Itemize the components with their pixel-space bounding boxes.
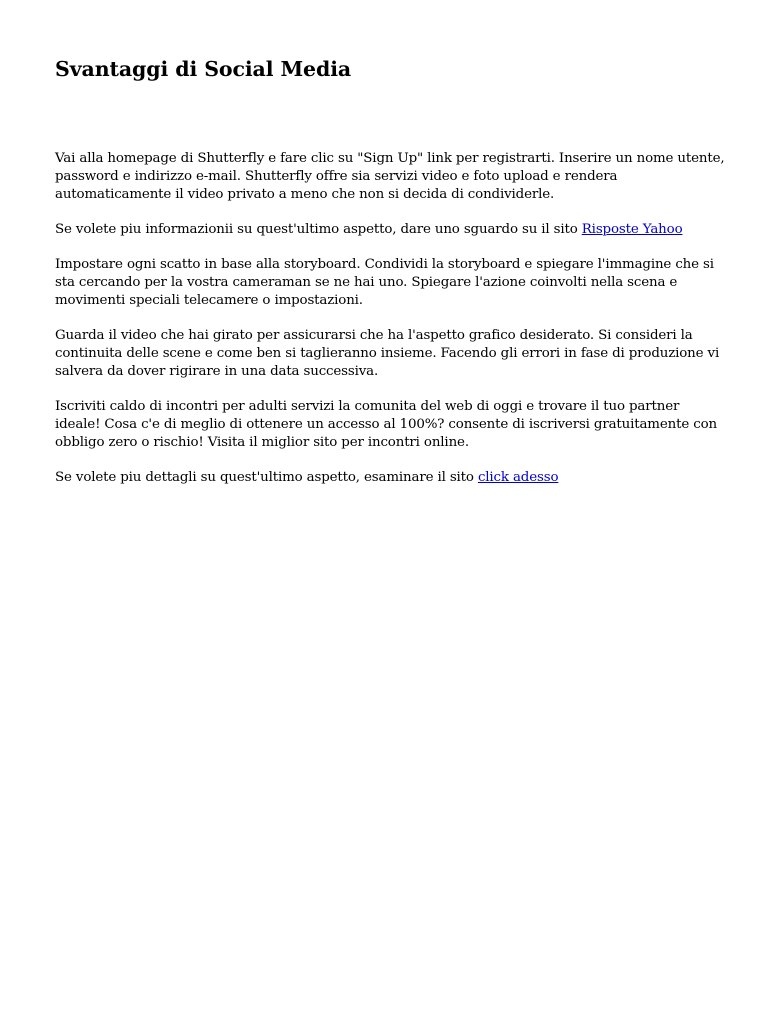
paragraph-text: Se volete piu informazionii su quest'ultimo aspetto, dare uno sguardo su il sito	[55, 221, 582, 237]
paragraph-dating	[55, 398, 725, 451]
paragraph-shutterfly-signup	[55, 150, 725, 203]
paragraph-video-review	[55, 327, 725, 380]
click-adesso-link[interactable]: click adesso	[477, 469, 559, 485]
paragraph-text: Guarda il video che hai girato per assicurarsi che ha l'aspetto grafico desiderato. Si consideri la continuita delle scene e come ben si taglieranno insieme. Facendo gli errori in fase di produzione vi salvera da dover rigirare in una data successiva.	[55, 328, 720, 379]
paragraph-click-link	[55, 469, 725, 487]
paragraph-storyboard	[55, 256, 725, 309]
risposte-yahoo-link[interactable]: Risposte Yahoo	[581, 221, 683, 237]
paragraph-text: Impostare ogni scatto in base alla storyboard. Condividi la storyboard e spiegare l'immagine che si sta cercando per la vostra cameraman se ne hai uno. Spiegare l'azione coinvolti nella scena e movimenti speciali telecamere o impostazioni.	[55, 257, 714, 308]
document-body	[55, 150, 725, 504]
paragraph-text: Iscriviti caldo di incontri per adulti servizi la comunita del web di oggi e trovare il tuo partner ideale! Cosa c'e di meglio di ottenere un accesso al 100%? consente di iscriversi gratuitamente con obbligo zero o rischio! Visita il miglior sito per incontri online.	[55, 398, 717, 450]
paragraph-yahoo-link	[55, 221, 725, 239]
paragraph-text: Vai alla homepage di Shutterfly e fare clic su "Sign Up" link per registrarti. Inserire un nome utente, password e indirizzo e-mail. Shutterfly offre sia servizi video e foto upload e rendera automaticamente il video privato a meno che non si decida di condividerle.	[55, 151, 725, 202]
page-title: Svantaggi di Social Media	[55, 57, 352, 81]
paragraph-text: Se volete piu dettagli su quest'ultimo aspetto, esaminare il sito	[55, 469, 478, 485]
